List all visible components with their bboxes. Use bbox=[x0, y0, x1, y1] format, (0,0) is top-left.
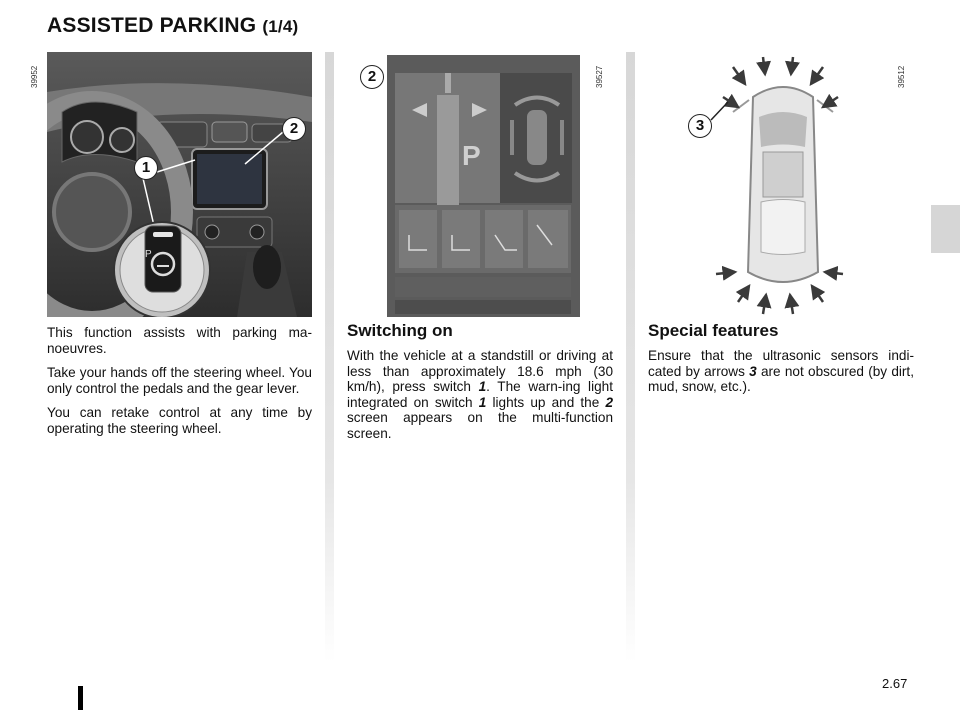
parking-glyph: P bbox=[462, 140, 481, 171]
retake-control-paragraph: You can retake control at any time by operating the steering wheel. bbox=[47, 405, 312, 436]
dashboard-figure bbox=[47, 52, 312, 317]
left-column-text bbox=[47, 325, 312, 437]
page-title bbox=[47, 14, 298, 38]
dashboard-illustration bbox=[47, 52, 312, 317]
column-divider-left bbox=[325, 52, 334, 662]
switching-on-heading: Switching on bbox=[347, 321, 453, 340]
figure-code-car: 39512 bbox=[897, 65, 906, 88]
switch-ref-1b: 1 bbox=[478, 394, 487, 410]
page-number: 2.67 bbox=[882, 676, 908, 691]
switching-text-3: lights up and the bbox=[486, 394, 606, 410]
car-top-figure bbox=[683, 52, 883, 317]
special-text-2: are not obscured (by dirt, mud, snow, etc.). bbox=[648, 363, 914, 395]
column-divider-right bbox=[626, 52, 635, 662]
intro-paragraph: This function assists with parking ma-noeuvres. bbox=[47, 325, 312, 356]
figure-code-dashboard: 39952 bbox=[30, 65, 39, 88]
switch-ref-1: 1 bbox=[478, 379, 487, 395]
middle-column-text bbox=[347, 321, 613, 442]
callout-screen-2: 2 bbox=[360, 65, 384, 89]
arrows-ref-3: 3 bbox=[749, 363, 757, 379]
callout-3: 3 bbox=[688, 114, 712, 138]
special-features-paragraph bbox=[648, 348, 914, 395]
corner-mark bbox=[78, 686, 83, 710]
car-sensors-illustration bbox=[683, 52, 883, 317]
callout-1: 1 bbox=[134, 156, 158, 180]
special-text-1: Ensure that the ultrasonic sensors indi-cated by arrows bbox=[648, 348, 914, 379]
special-features-heading: Special features bbox=[648, 321, 779, 340]
screen-ref-2: 2 bbox=[605, 394, 613, 410]
parking-screen-illustration bbox=[387, 55, 580, 317]
switching-text-4: screen appears on the multi-function screen. bbox=[347, 410, 613, 441]
title-part-indicator: (1/4) bbox=[262, 17, 299, 36]
switching-text-2: . The warn-ing light integrated on switch bbox=[347, 379, 613, 410]
svg-text:P: P bbox=[145, 249, 152, 260]
screen-figure bbox=[387, 55, 580, 317]
switching-on-paragraph bbox=[347, 348, 613, 442]
callout-2: 2 bbox=[282, 117, 306, 141]
title-text: ASSISTED PARKING bbox=[47, 14, 257, 37]
hands-off-paragraph: Take your hands off the steering wheel. You only control the pedals and the gear lever. bbox=[47, 365, 312, 396]
figure-code-screen: 39527 bbox=[595, 65, 604, 88]
switching-text-1: With the vehicle at a standstill or driving at less than approximately 18.6 mph (30 km/h), press switch bbox=[347, 348, 613, 395]
section-tab bbox=[931, 205, 960, 253]
right-column-text bbox=[648, 321, 914, 395]
